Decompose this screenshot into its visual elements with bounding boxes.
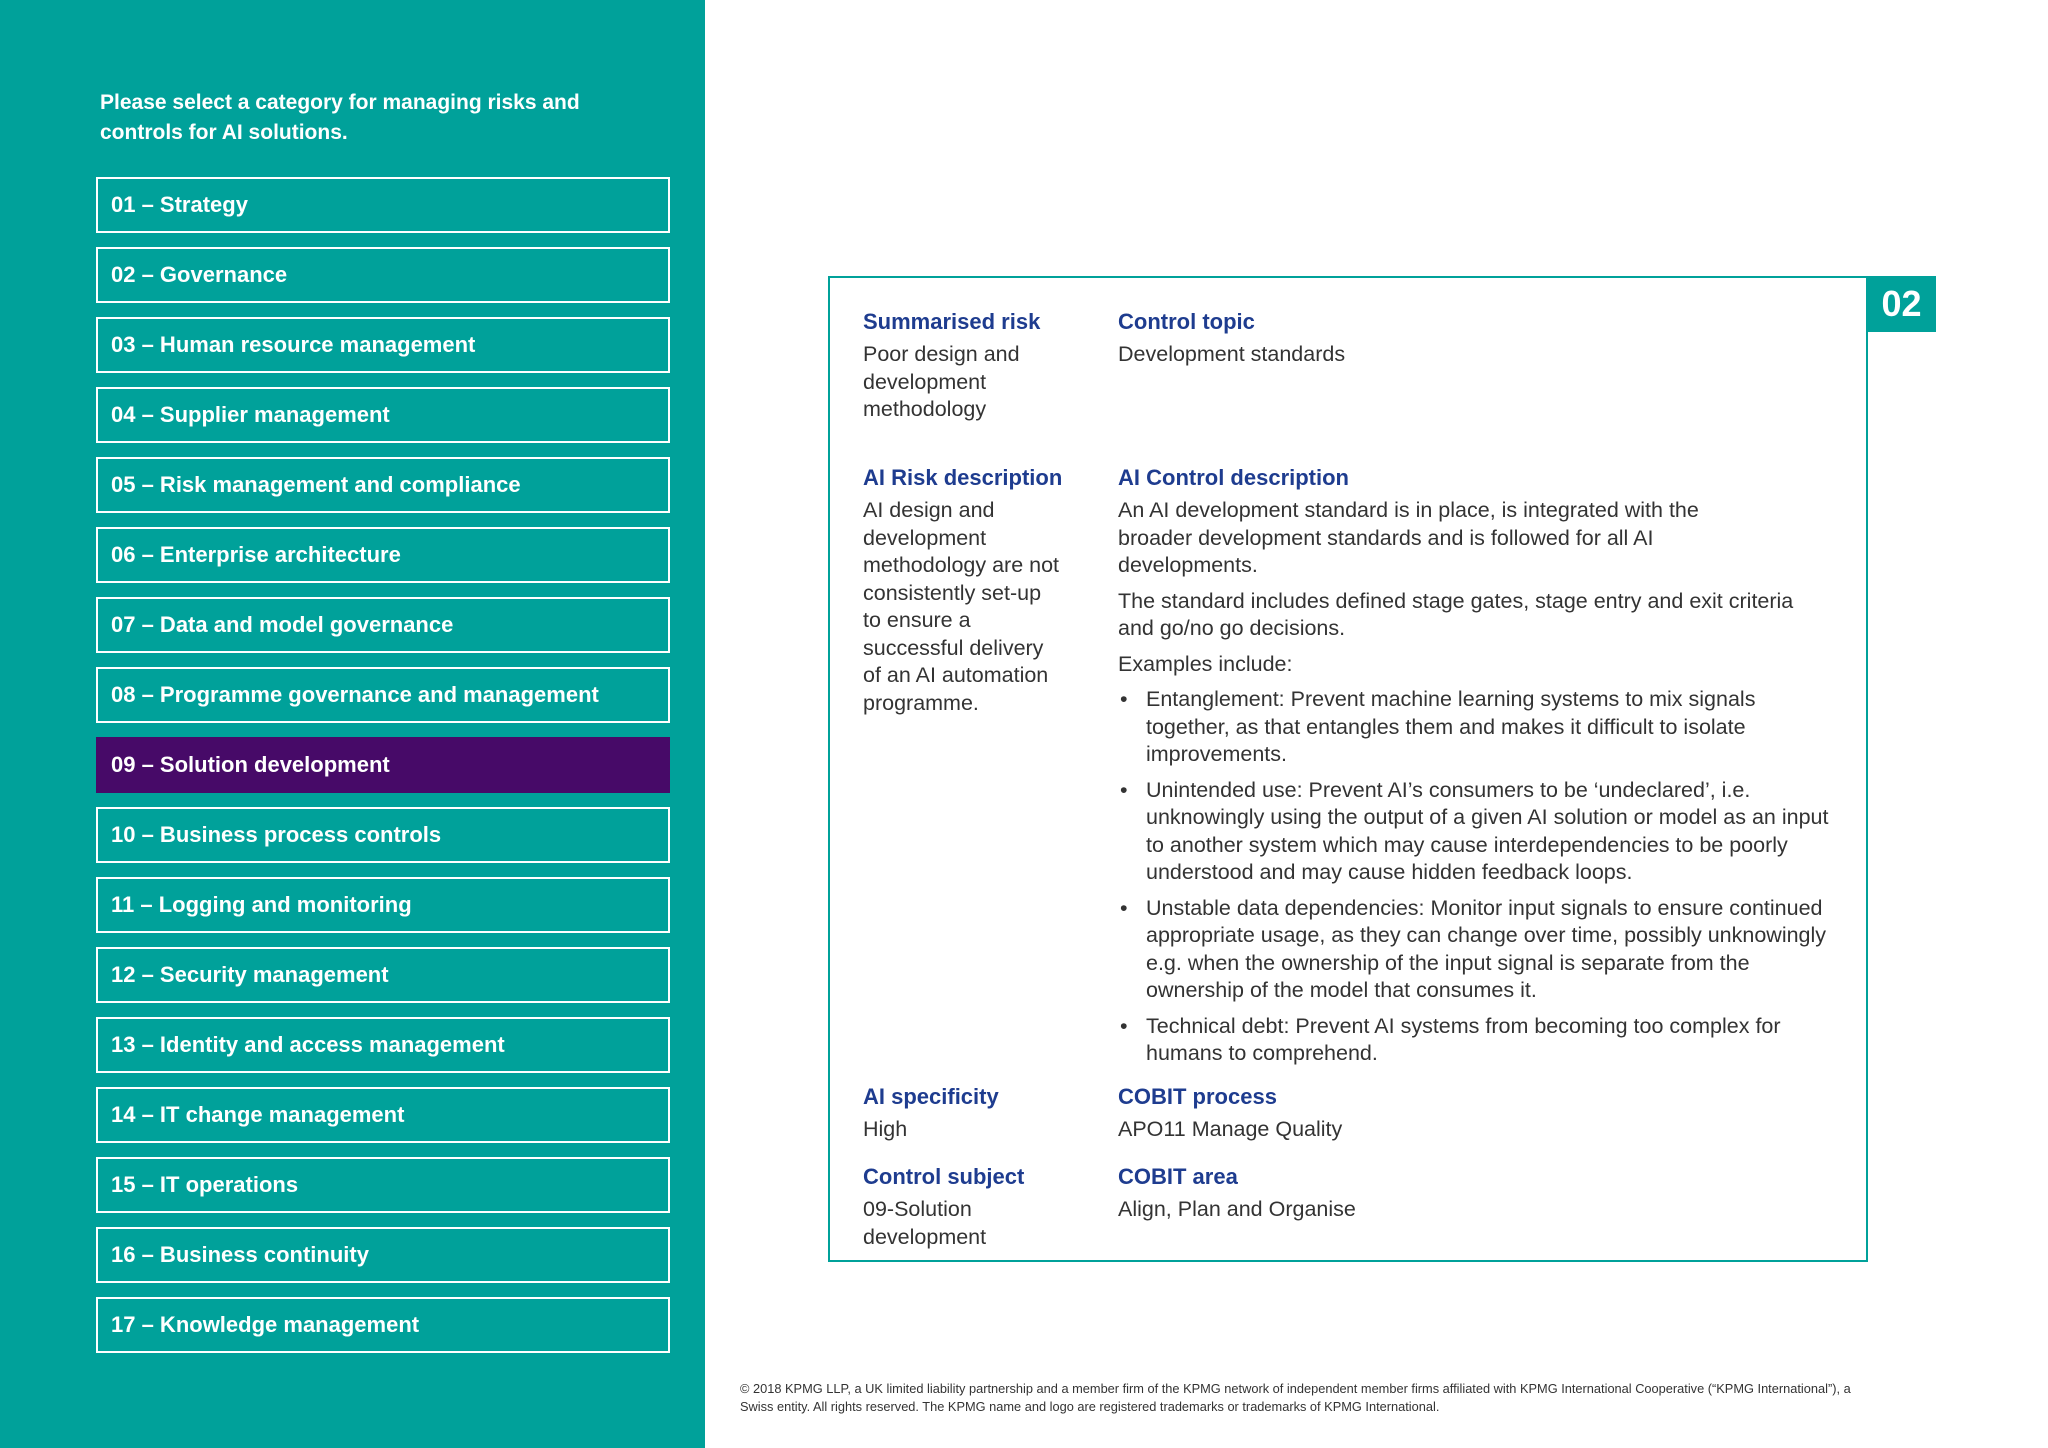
control-subject-value: 09-Solution development <box>863 1197 987 1249</box>
category-item-strategy[interactable]: 01 – Strategy <box>96 177 670 233</box>
cobit-process-value: APO11 Manage Quality <box>1118 1117 1343 1141</box>
category-item-it-change-management[interactable]: 14 – IT change management <box>96 1087 670 1143</box>
control-topic-label: Control topic <box>1118 309 1255 334</box>
ai-risk-description-field <box>863 464 1063 717</box>
category-item-human-resource-management[interactable]: 03 – Human resource management <box>96 317 670 373</box>
ai-control-description-body <box>1118 497 1843 1068</box>
category-item-enterprise-architecture[interactable]: 06 – Enterprise architecture <box>96 527 670 583</box>
example-bullet: • Entanglement: Prevent machine learning systems to mix signals together, as that entangles them and makes it difficult to isolate improvements. <box>1118 686 1826 769</box>
ai-risk-description-label: AI Risk description <box>863 465 1063 490</box>
cobit-process-label: COBIT process <box>1118 1084 1277 1109</box>
category-item-programme-governance[interactable]: 08 – Programme governance and management <box>96 667 670 723</box>
category-item-logging-and-monitoring[interactable]: 11 – Logging and monitoring <box>96 877 670 933</box>
page-number-badge: 02 <box>1867 276 1936 332</box>
cobit-area-label: COBIT area <box>1118 1164 1238 1189</box>
summarised-risk-field <box>863 308 1083 424</box>
ai-specificity-label: AI specificity <box>863 1084 999 1109</box>
sidebar <box>0 0 705 1448</box>
summarised-risk-value: Poor design and development methodology <box>863 342 1020 421</box>
examples-list <box>1118 686 1843 1068</box>
examples-intro: Examples include: <box>1118 651 1293 676</box>
control-topic-field <box>1118 308 1838 369</box>
example-bullet: • Technical debt: Prevent AI systems from becoming too complex for humans to comprehend. <box>1118 1013 1826 1068</box>
ai-risk-description-value: AI design and development methodology are not consistently set-up to ensure a successful delivery of an AI automation programme. <box>863 498 1060 715</box>
category-item-supplier-management[interactable]: 04 – Supplier management <box>96 387 670 443</box>
control-description-paragraph: An AI development standard is in place, is integrated with the broader development standards and is followed for all AI developments. <box>1118 498 1699 577</box>
cobit-area-field <box>1118 1163 1838 1224</box>
control-description-paragraph: The standard includes defined stage gates, stage entry and exit criteria and go/no go decisions. <box>1118 588 1794 640</box>
category-list <box>96 177 670 1367</box>
category-item-business-process-controls[interactable]: 10 – Business process controls <box>96 807 670 863</box>
category-item-solution-development[interactable]: 09 – Solution development <box>96 737 670 793</box>
example-bullet: • Unintended use: Prevent AI’s consumers to be ‘undeclared’, i.e. unknowingly using the output of a given AI solution or model as an input to another system which may cause interdependencies to be poorly understood and may cause hidden feedback loops. <box>1118 777 1843 887</box>
cobit-area-value: Align, Plan and Organise <box>1118 1197 1356 1221</box>
category-item-security-management[interactable]: 12 – Security management <box>96 947 670 1003</box>
cobit-process-field <box>1118 1083 1838 1144</box>
category-item-business-continuity[interactable]: 16 – Business continuity <box>96 1227 670 1283</box>
category-item-it-operations[interactable]: 15 – IT operations <box>96 1157 670 1213</box>
category-item-knowledge-management[interactable]: 17 – Knowledge management <box>96 1297 670 1353</box>
category-item-identity-and-access-management[interactable]: 13 – Identity and access management <box>96 1017 670 1073</box>
category-item-data-and-model-governance[interactable]: 07 – Data and model governance <box>96 597 670 653</box>
control-detail-card <box>828 276 1868 1262</box>
ai-specificity-value: High <box>863 1117 908 1141</box>
control-subject-label: Control subject <box>863 1164 1025 1189</box>
control-topic-value: Development standards <box>1118 342 1346 366</box>
control-subject-field <box>863 1163 1043 1251</box>
summarised-risk-label: Summarised risk <box>863 309 1041 334</box>
category-item-risk-management-and-compliance[interactable]: 05 – Risk management and compliance <box>96 457 670 513</box>
ai-specificity-field <box>863 1083 1083 1144</box>
ai-control-description-field <box>1118 464 1843 1076</box>
copyright-notice: © 2018 KPMG LLP, a UK limited liability partnership and a member firm of the KPMG network of independent member firms affiliated with KPMG International Cooperative (“KPMG International”), a Swiss entity. All rights reserved. The KPMG name and logo are registered trademarks or trademarks of KPMG International. <box>740 1381 1851 1414</box>
ai-control-description-label: AI Control description <box>1118 465 1349 490</box>
category-item-governance[interactable]: 02 – Governance <box>96 247 670 303</box>
category-prompt: Please select a category for managing risks and controls for AI solutions. <box>100 91 580 144</box>
example-bullet: • Unstable data dependencies: Monitor input signals to ensure continued appropriate usage, as they can change over time, possibly unknowingly e.g. when the ownership of the input signal is separate from the ownership of the model that consumes it. <box>1118 895 1836 1005</box>
